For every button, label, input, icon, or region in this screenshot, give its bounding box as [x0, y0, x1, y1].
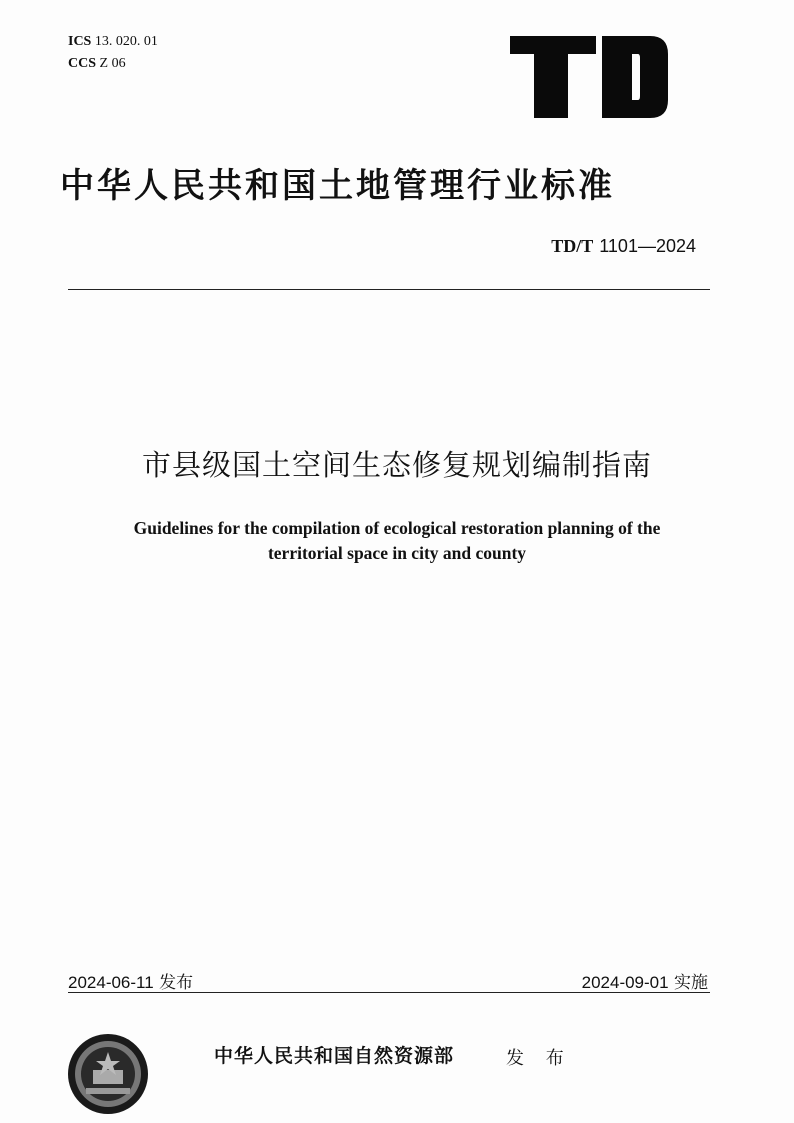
issue-date: 2024-06-11 发布 — [68, 973, 194, 993]
bottom-divider — [68, 992, 710, 993]
issue-verb: 发 布 — [506, 1048, 572, 1069]
ics-code: ICS 13. 020. 01 — [68, 34, 158, 49]
document-title-chinese: 市县级国土空间生态修复规划编制指南 — [141, 448, 652, 482]
document-title-english: Guidelines for the compilation of ecological restoration planning of the territorial space in city and county — [133, 518, 661, 563]
ccs-code: CCS Z 06 — [68, 56, 126, 71]
top-divider — [68, 289, 710, 290]
national-emblem-icon — [66, 1032, 150, 1116]
implementation-date: 2024-09-01 实施 — [581, 973, 708, 993]
issuing-authority: 中华人民共和国自然资源部 — [214, 1045, 455, 1067]
td-logo — [510, 36, 668, 118]
standard-code: TD/T 1101—2024 — [551, 236, 696, 256]
industry-standard-title: 中华人民共和国土地管理行业标准 — [60, 166, 615, 206]
